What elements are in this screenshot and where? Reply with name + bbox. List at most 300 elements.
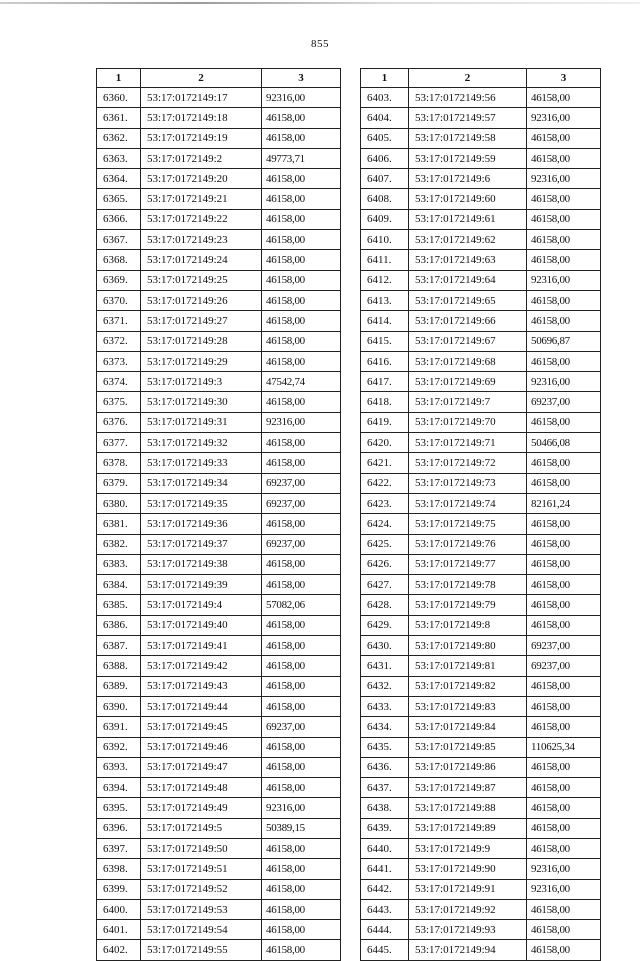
table-row: [361, 838, 601, 858]
cadastral-value-cell: 46158,00: [527, 189, 601, 209]
row-number-cell: 6432.: [361, 676, 409, 696]
cadastral-number-cell: 53:17:0172149:31: [141, 412, 262, 432]
row-number-cell: 6401.: [97, 920, 141, 940]
cadastral-value-cell: 46158,00: [262, 778, 341, 798]
row-number-cell: 6427.: [361, 575, 409, 595]
cadastral-number-cell: 53:17:0172149:8: [409, 615, 527, 635]
cadastral-value-cell: 46158,00: [527, 757, 601, 777]
cadastral-value-cell: 50696,87: [527, 331, 601, 351]
cadastral-value-cell: 46158,00: [262, 899, 341, 919]
table-row: [361, 514, 601, 534]
cadastral-number-cell: 53:17:0172149:7: [409, 392, 527, 412]
cadastral-value-cell: 46158,00: [527, 798, 601, 818]
cadastral-number-cell: 53:17:0172149:34: [141, 473, 262, 493]
table-row: [97, 290, 341, 310]
row-number-cell: 6410.: [361, 230, 409, 250]
cadastral-value-cell: 92316,00: [527, 372, 601, 392]
row-number-cell: 6418.: [361, 392, 409, 412]
cadastral-value-cell: 46158,00: [262, 433, 341, 453]
cadastral-value-cell: 46158,00: [262, 108, 341, 128]
cadastral-number-cell: 53:17:0172149:40: [141, 615, 262, 635]
table-row: [97, 899, 341, 919]
row-number-cell: 6387.: [97, 636, 141, 656]
table-row: [361, 554, 601, 574]
table-row: [361, 311, 601, 331]
cadastral-number-cell: 53:17:0172149:26: [141, 290, 262, 310]
cadastral-number-cell: 53:17:0172149:58: [409, 128, 527, 148]
row-number-cell: 6431.: [361, 656, 409, 676]
cadastral-value-cell: 69237,00: [527, 636, 601, 656]
table-row: [97, 514, 341, 534]
cadastral-number-cell: 53:17:0172149:71: [409, 433, 527, 453]
row-number-cell: 6397.: [97, 838, 141, 858]
cadastral-number-cell: 53:17:0172149:75: [409, 514, 527, 534]
cadastral-number-cell: 53:17:0172149:48: [141, 778, 262, 798]
cadastral-number-cell: 53:17:0172149:69: [409, 372, 527, 392]
cadastral-value-cell: 46158,00: [527, 554, 601, 574]
cadastral-value-cell: 57082,06: [262, 595, 341, 615]
cadastral-value-cell: 110625,34: [527, 737, 601, 757]
table-row: [361, 615, 601, 635]
row-number-cell: 6439.: [361, 818, 409, 838]
table-row: [361, 148, 601, 168]
table-row: [97, 88, 341, 108]
table-row: [361, 737, 601, 757]
row-number-cell: 6436.: [361, 757, 409, 777]
row-number-cell: 6434.: [361, 717, 409, 737]
row-number-cell: 6429.: [361, 615, 409, 635]
cadastral-value-cell: 92316,00: [527, 859, 601, 879]
column-header-value: 3: [262, 69, 341, 88]
table-row: [361, 859, 601, 879]
row-number-cell: 6414.: [361, 311, 409, 331]
cadastral-number-cell: 53:17:0172149:29: [141, 351, 262, 371]
row-number-cell: 6440.: [361, 838, 409, 858]
row-number-cell: 6419.: [361, 412, 409, 432]
row-number-cell: 6415.: [361, 331, 409, 351]
cadastral-value-cell: 46158,00: [527, 453, 601, 473]
cadastral-number-cell: 53:17:0172149:81: [409, 656, 527, 676]
row-number-cell: 6442.: [361, 879, 409, 899]
table-row: [97, 696, 341, 716]
cadastral-number-cell: 53:17:0172149:67: [409, 331, 527, 351]
cadastral-number-cell: 53:17:0172149:68: [409, 351, 527, 371]
table-row: [361, 636, 601, 656]
table-row: [361, 372, 601, 392]
table-row: [97, 879, 341, 899]
row-number-cell: 6403.: [361, 88, 409, 108]
cadastral-number-cell: 53:17:0172149:32: [141, 433, 262, 453]
cadastral-value-cell: 46158,00: [527, 838, 601, 858]
cadastral-number-cell: 53:17:0172149:62: [409, 230, 527, 250]
row-number-cell: 6393.: [97, 757, 141, 777]
cadastral-value-cell: 69237,00: [262, 717, 341, 737]
table-row: [97, 615, 341, 635]
table-row: [97, 209, 341, 229]
cadastral-number-cell: 53:17:0172149:19: [141, 128, 262, 148]
cadastral-number-cell: 53:17:0172149:89: [409, 818, 527, 838]
row-number-cell: 6445.: [361, 940, 409, 960]
table-row: [97, 372, 341, 392]
row-number-cell: 6388.: [97, 656, 141, 676]
table-row: [97, 493, 341, 513]
row-number-cell: 6372.: [97, 331, 141, 351]
table-row: [97, 636, 341, 656]
table-row: [97, 859, 341, 879]
row-number-cell: 6386.: [97, 615, 141, 635]
row-number-cell: 6408.: [361, 189, 409, 209]
cadastral-value-cell: 46158,00: [527, 920, 601, 940]
cadastral-value-cell: 46158,00: [527, 351, 601, 371]
cadastral-value-cell: 46158,00: [262, 554, 341, 574]
row-number-cell: 6400.: [97, 899, 141, 919]
cadastral-number-cell: 53:17:0172149:86: [409, 757, 527, 777]
row-number-cell: 6433.: [361, 696, 409, 716]
row-number-cell: 6430.: [361, 636, 409, 656]
cadastral-value-cell: 46158,00: [527, 899, 601, 919]
table-row: [361, 230, 601, 250]
cadastral-value-cell: 46158,00: [262, 615, 341, 635]
row-number-cell: 6383.: [97, 554, 141, 574]
cadastral-value-cell: 46158,00: [262, 636, 341, 656]
table-row: [361, 676, 601, 696]
cadastral-number-cell: 53:17:0172149:9: [409, 838, 527, 858]
row-number-cell: 6396.: [97, 818, 141, 838]
cadastral-number-cell: 53:17:0172149:83: [409, 696, 527, 716]
cadastral-value-cell: 46158,00: [262, 514, 341, 534]
cadastral-number-cell: 53:17:0172149:3: [141, 372, 262, 392]
cadastral-value-cell: 69237,00: [262, 473, 341, 493]
row-number-cell: 6363.: [97, 148, 141, 168]
table-row: [97, 757, 341, 777]
cadastral-number-cell: 53:17:0172149:72: [409, 453, 527, 473]
row-number-cell: 6417.: [361, 372, 409, 392]
table-row: [361, 209, 601, 229]
table-row: [97, 554, 341, 574]
table-row: [361, 290, 601, 310]
cadastral-number-cell: 53:17:0172149:37: [141, 534, 262, 554]
table-row: [361, 88, 601, 108]
table-row: [361, 250, 601, 270]
table-row: [97, 534, 341, 554]
row-number-cell: 6437.: [361, 778, 409, 798]
cadastral-value-cell: 46158,00: [262, 290, 341, 310]
cadastral-value-cell: 46158,00: [262, 940, 341, 960]
table-row: [97, 575, 341, 595]
cadastral-number-cell: 53:17:0172149:49: [141, 798, 262, 818]
cadastral-value-cell: 46158,00: [262, 737, 341, 757]
row-number-cell: 6366.: [97, 209, 141, 229]
cadastral-number-cell: 53:17:0172149:2: [141, 148, 262, 168]
cadastral-value-cell: 46158,00: [262, 575, 341, 595]
cadastral-number-cell: 53:17:0172149:79: [409, 595, 527, 615]
table-row: [97, 433, 341, 453]
cadastral-number-cell: 53:17:0172149:93: [409, 920, 527, 940]
row-number-cell: 6381.: [97, 514, 141, 534]
row-number-cell: 6444.: [361, 920, 409, 940]
row-number-cell: 6364.: [97, 169, 141, 189]
row-number-cell: 6394.: [97, 778, 141, 798]
cadastral-number-cell: 53:17:0172149:42: [141, 656, 262, 676]
column-header-number: 1: [361, 69, 409, 88]
cadastral-value-cell: 69237,00: [527, 392, 601, 412]
table-row: [97, 920, 341, 940]
row-number-cell: 6426.: [361, 554, 409, 574]
table-row: [361, 128, 601, 148]
cadastral-value-cell: 50389,15: [262, 818, 341, 838]
table-row: [361, 473, 601, 493]
cadastral-number-cell: 53:17:0172149:82: [409, 676, 527, 696]
table-row: [97, 230, 341, 250]
row-number-cell: 6435.: [361, 737, 409, 757]
table-row: [361, 331, 601, 351]
row-number-cell: 6369.: [97, 270, 141, 290]
cadastral-number-cell: 53:17:0172149:87: [409, 778, 527, 798]
table-row: [361, 534, 601, 554]
table-row: [361, 270, 601, 290]
row-number-cell: 6421.: [361, 453, 409, 473]
cadastral-number-cell: 53:17:0172149:39: [141, 575, 262, 595]
table-row: [361, 595, 601, 615]
row-number-cell: 6362.: [97, 128, 141, 148]
cadastral-number-cell: 53:17:0172149:90: [409, 859, 527, 879]
cadastral-number-cell: 53:17:0172149:22: [141, 209, 262, 229]
cadastral-number-cell: 53:17:0172149:28: [141, 331, 262, 351]
table-row: [361, 818, 601, 838]
cadastral-number-cell: 53:17:0172149:43: [141, 676, 262, 696]
row-number-cell: 6365.: [97, 189, 141, 209]
cadastral-value-cell: 69237,00: [262, 534, 341, 554]
cadastral-number-cell: 53:17:0172149:30: [141, 392, 262, 412]
row-number-cell: 6398.: [97, 859, 141, 879]
table-row: [97, 656, 341, 676]
cadastral-value-cell: 46158,00: [527, 514, 601, 534]
cadastral-number-cell: 53:17:0172149:80: [409, 636, 527, 656]
row-number-cell: 6441.: [361, 859, 409, 879]
row-number-cell: 6443.: [361, 899, 409, 919]
table-row: [97, 838, 341, 858]
cadastral-number-cell: 53:17:0172149:52: [141, 879, 262, 899]
table-row: [361, 392, 601, 412]
table-row: [361, 757, 601, 777]
table-row: [361, 189, 601, 209]
cadastral-number-cell: 53:17:0172149:60: [409, 189, 527, 209]
row-number-cell: 6379.: [97, 473, 141, 493]
cadastral-value-cell: 92316,00: [262, 412, 341, 432]
cadastral-number-cell: 53:17:0172149:44: [141, 696, 262, 716]
row-number-cell: 6384.: [97, 575, 141, 595]
row-number-cell: 6375.: [97, 392, 141, 412]
row-number-cell: 6390.: [97, 696, 141, 716]
row-number-cell: 6370.: [97, 290, 141, 310]
row-number-cell: 6392.: [97, 737, 141, 757]
row-number-cell: 6420.: [361, 433, 409, 453]
cadastral-value-cell: 46158,00: [262, 311, 341, 331]
cadastral-value-cell: 46158,00: [262, 676, 341, 696]
table-row: [361, 899, 601, 919]
cadastral-number-cell: 53:17:0172149:92: [409, 899, 527, 919]
cadastral-number-cell: 53:17:0172149:88: [409, 798, 527, 818]
table-row: [97, 311, 341, 331]
cadastral-number-cell: 53:17:0172149:94: [409, 940, 527, 960]
table-row: [361, 879, 601, 899]
row-number-cell: 6412.: [361, 270, 409, 290]
cadastral-value-cell: 92316,00: [527, 270, 601, 290]
row-number-cell: 6367.: [97, 230, 141, 250]
cadastral-number-cell: 53:17:0172149:74: [409, 493, 527, 513]
cadastral-value-cell: 92316,00: [527, 108, 601, 128]
cadastral-value-cell: 46158,00: [262, 250, 341, 270]
row-number-cell: 6407.: [361, 169, 409, 189]
table-row: [361, 696, 601, 716]
table-row: [361, 108, 601, 128]
cadastral-value-cell: 69237,00: [527, 656, 601, 676]
cadastral-number-cell: 53:17:0172149:25: [141, 270, 262, 290]
scan-top-edge: [0, 2, 640, 4]
row-number-cell: 6416.: [361, 351, 409, 371]
table-row: [361, 575, 601, 595]
cadastral-value-cell: 46158,00: [527, 595, 601, 615]
page-number: 855: [311, 38, 329, 50]
right-parcel-table: [360, 68, 601, 961]
cadastral-value-cell: 46158,00: [262, 169, 341, 189]
cadastral-number-cell: 53:17:0172149:53: [141, 899, 262, 919]
cadastral-number-cell: 53:17:0172149:45: [141, 717, 262, 737]
cadastral-number-cell: 53:17:0172149:46: [141, 737, 262, 757]
cadastral-number-cell: 53:17:0172149:57: [409, 108, 527, 128]
cadastral-value-cell: 92316,00: [262, 798, 341, 818]
cadastral-value-cell: 92316,00: [262, 88, 341, 108]
table-row: [97, 169, 341, 189]
cadastral-value-cell: 46158,00: [527, 696, 601, 716]
table-row: [361, 778, 601, 798]
row-number-cell: 6423.: [361, 493, 409, 513]
column-header-number: 1: [97, 69, 141, 88]
table-header-row: [361, 69, 601, 88]
cadastral-value-cell: 46158,00: [527, 615, 601, 635]
column-header-value: 3: [527, 69, 601, 88]
table-row: [97, 128, 341, 148]
table-row: [97, 351, 341, 371]
row-number-cell: 6438.: [361, 798, 409, 818]
row-number-cell: 6424.: [361, 514, 409, 534]
table-row: [361, 717, 601, 737]
cadastral-number-cell: 53:17:0172149:20: [141, 169, 262, 189]
row-number-cell: 6406.: [361, 148, 409, 168]
row-number-cell: 6405.: [361, 128, 409, 148]
table-row: [97, 270, 341, 290]
row-number-cell: 6428.: [361, 595, 409, 615]
table-row: [97, 717, 341, 737]
row-number-cell: 6376.: [97, 412, 141, 432]
cadastral-number-cell: 53:17:0172149:77: [409, 554, 527, 574]
row-number-cell: 6391.: [97, 717, 141, 737]
table-row: [97, 331, 341, 351]
cadastral-number-cell: 53:17:0172149:5: [141, 818, 262, 838]
cadastral-number-cell: 53:17:0172149:21: [141, 189, 262, 209]
cadastral-number-cell: 53:17:0172149:33: [141, 453, 262, 473]
cadastral-number-cell: 53:17:0172149:24: [141, 250, 262, 270]
row-number-cell: 6389.: [97, 676, 141, 696]
cadastral-value-cell: 46158,00: [262, 209, 341, 229]
table-row: [97, 148, 341, 168]
table-row: [361, 453, 601, 473]
cadastral-number-cell: 53:17:0172149:41: [141, 636, 262, 656]
row-number-cell: 6380.: [97, 493, 141, 513]
table-header-row: [97, 69, 341, 88]
row-number-cell: 6413.: [361, 290, 409, 310]
table-row: [97, 778, 341, 798]
cadastral-value-cell: 46158,00: [527, 209, 601, 229]
cadastral-value-cell: 46158,00: [262, 230, 341, 250]
cadastral-value-cell: 46158,00: [262, 189, 341, 209]
cadastral-value-cell: 46158,00: [527, 473, 601, 493]
cadastral-value-cell: 46158,00: [527, 250, 601, 270]
cadastral-number-cell: 53:17:0172149:64: [409, 270, 527, 290]
row-number-cell: 6371.: [97, 311, 141, 331]
column-header-cadastral: 2: [409, 69, 527, 88]
table-row: [97, 189, 341, 209]
cadastral-value-cell: 49773,71: [262, 148, 341, 168]
table-row: [97, 798, 341, 818]
row-number-cell: 6360.: [97, 88, 141, 108]
row-number-cell: 6422.: [361, 473, 409, 493]
cadastral-value-cell: 46158,00: [527, 412, 601, 432]
cadastral-value-cell: 46158,00: [262, 838, 341, 858]
cadastral-value-cell: 69237,00: [262, 493, 341, 513]
column-header-cadastral: 2: [141, 69, 262, 88]
cadastral-value-cell: 92316,00: [527, 879, 601, 899]
table-row: [361, 920, 601, 940]
row-number-cell: 6409.: [361, 209, 409, 229]
cadastral-value-cell: 46158,00: [262, 859, 341, 879]
cadastral-number-cell: 53:17:0172149:59: [409, 148, 527, 168]
right-table-body: [361, 88, 601, 961]
table-row: [361, 656, 601, 676]
cadastral-number-cell: 53:17:0172149:73: [409, 473, 527, 493]
row-number-cell: 6425.: [361, 534, 409, 554]
table-row: [361, 798, 601, 818]
table-row: [97, 412, 341, 432]
table-row: [361, 169, 601, 189]
table-row: [97, 473, 341, 493]
cadastral-value-cell: 46158,00: [527, 575, 601, 595]
cadastral-value-cell: 46158,00: [527, 290, 601, 310]
row-number-cell: 6399.: [97, 879, 141, 899]
cadastral-number-cell: 53:17:0172149:50: [141, 838, 262, 858]
row-number-cell: 6368.: [97, 250, 141, 270]
cadastral-value-cell: 46158,00: [262, 351, 341, 371]
cadastral-number-cell: 53:17:0172149:54: [141, 920, 262, 940]
cadastral-number-cell: 53:17:0172149:70: [409, 412, 527, 432]
row-number-cell: 6404.: [361, 108, 409, 128]
table-row: [361, 433, 601, 453]
table-row: [97, 818, 341, 838]
row-number-cell: 6411.: [361, 250, 409, 270]
row-number-cell: 6377.: [97, 433, 141, 453]
cadastral-value-cell: 92316,00: [527, 169, 601, 189]
cadastral-value-cell: 46158,00: [527, 940, 601, 960]
cadastral-number-cell: 53:17:0172149:36: [141, 514, 262, 534]
cadastral-value-cell: 46158,00: [527, 311, 601, 331]
cadastral-value-cell: 46158,00: [527, 818, 601, 838]
cadastral-value-cell: 46158,00: [527, 230, 601, 250]
cadastral-value-cell: 46158,00: [527, 148, 601, 168]
cadastral-value-cell: 50466,08: [527, 433, 601, 453]
left-parcel-table: [96, 68, 341, 961]
cadastral-number-cell: 53:17:0172149:78: [409, 575, 527, 595]
cadastral-value-cell: 46158,00: [262, 331, 341, 351]
